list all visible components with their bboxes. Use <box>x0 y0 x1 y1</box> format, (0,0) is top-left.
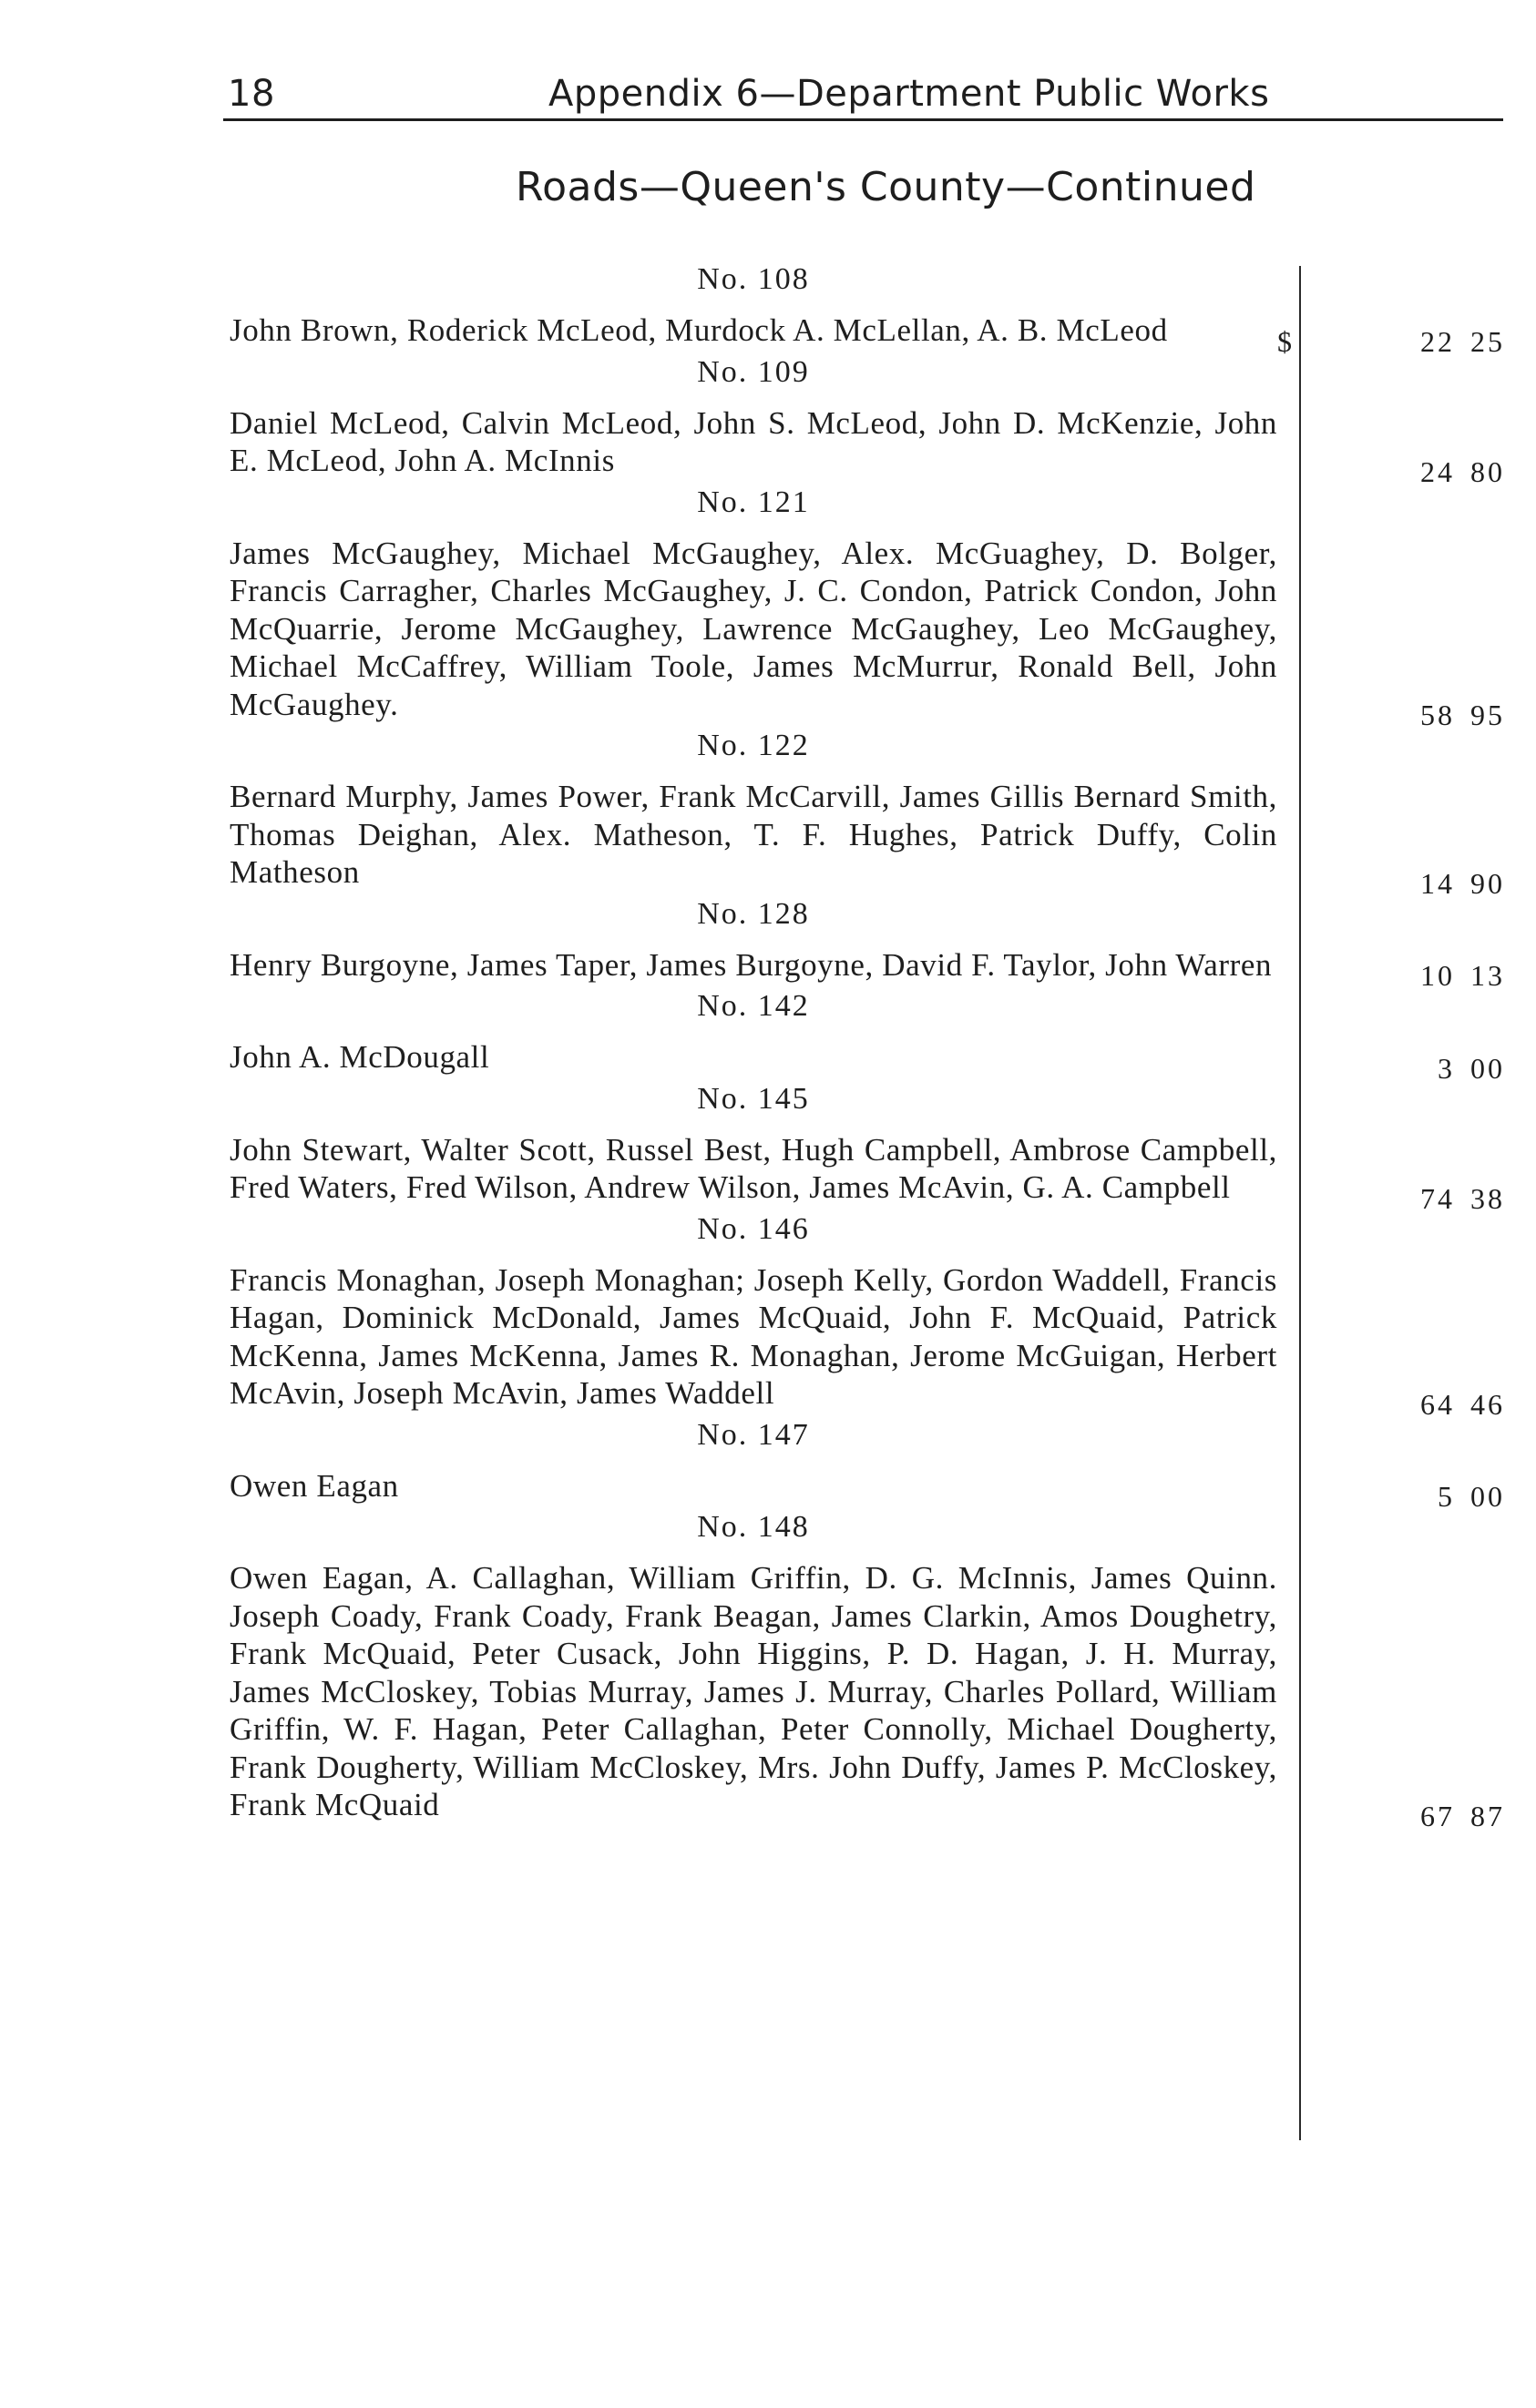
page-header <box>228 66 1503 120</box>
list-item <box>230 484 1505 731</box>
list-item <box>230 1508 1505 1832</box>
names-text: John Stewart, Walter Scott, Russel Best, Hugh Campbell, Ambrose Campbell, Fred Waters, Fred Wilson, Andrew Wilson, James McAvin, G. A. Campbell <box>230 1131 1277 1205</box>
list-item <box>230 895 1505 992</box>
road-number: No. 146 <box>697 1211 810 1246</box>
amount-value: 24 80 <box>1420 454 1505 488</box>
road-number: No. 121 <box>697 485 810 519</box>
amount <box>1341 867 1505 901</box>
header-rule <box>223 118 1503 121</box>
list-item <box>230 1080 1505 1215</box>
road-number: No. 108 <box>697 262 810 296</box>
road-number: No. 148 <box>697 1510 810 1544</box>
names-text: Henry Burgoyne, James Taper, James Burgoyne, David F. Taylor, John Warren <box>230 946 1273 983</box>
amount-value: 14 90 <box>1420 866 1505 900</box>
amount <box>1277 324 1505 359</box>
amount <box>1341 959 1505 993</box>
amount <box>1341 1182 1505 1216</box>
column-divider <box>1299 266 1301 2140</box>
amount-value: 64 46 <box>1420 1387 1505 1421</box>
road-number: No. 147 <box>697 1417 810 1452</box>
amount-value: 22 25 <box>1420 324 1505 358</box>
amount-value: 74 38 <box>1420 1181 1505 1215</box>
amount <box>1341 1052 1505 1086</box>
section-title: Roads—Queen's County—Continued <box>516 164 1256 210</box>
road-number: No. 145 <box>697 1081 810 1116</box>
amount-value: 10 13 <box>1420 959 1505 992</box>
list-item <box>230 727 1505 900</box>
names-text: Owen Eagan <box>230 1467 399 1504</box>
amount-value: 3 00 <box>1438 1051 1505 1085</box>
road-number: No. 128 <box>697 896 810 931</box>
list-item <box>230 260 1505 358</box>
amount <box>1341 1388 1505 1422</box>
amount-value: 5 00 <box>1438 1480 1505 1513</box>
list-item <box>230 1416 1505 1513</box>
road-number: No. 109 <box>697 354 810 389</box>
list-item <box>230 353 1505 488</box>
list-item <box>230 1210 1505 1421</box>
running-head: Appendix 6—Department Public Works <box>548 73 1270 115</box>
names-text: Francis Monaghan, Joseph Monaghan; Joseph Kelly, Gordon Waddell, Francis Hagan, Dominick McDonald, James McQuaid, John F. McQuaid, Patrick McKenna, James McKenna, James R. Monaghan, Jerome McGuigan, Herbert McAvin, Joseph McAvin, James Waddell <box>230 1261 1277 1411</box>
names-text: James McGaughey, Michael McGaughey, Alex. McGuaghey, D. Bolger, Francis Carragher, Charles McGaughey, J. C. Condon, Patrick Condon, John McQuarrie, Jerome McGaughey, Lawrence McGaughey, Leo McGaughey, Michael McCaffrey, William Toole, James McMurrur, Ronald Bell, John McGaughey. <box>230 535 1277 722</box>
list-item <box>230 987 1505 1085</box>
amount <box>1341 1480 1505 1514</box>
road-number: No. 142 <box>697 989 810 1023</box>
amount-value: 67 87 <box>1420 1799 1505 1832</box>
page-number: 18 <box>228 73 275 115</box>
amount-value: 58 95 <box>1420 699 1505 731</box>
names-text: Owen Eagan, A. Callaghan, William Griffin, D. G. McInnis, James Quinn. Joseph Coady, Frank Coady, Frank Beagan, James Clarkin, Amos Doughetry, Frank McQuaid, Peter Cusack, John Higgins, P. D. Hagan, J. H. Murray, James McCloskey, Tobias Murray, James J. Murray, Charles Pollard, William Griffin, W. F. Hagan, Peter Callaghan, Peter Connolly, Michael Dougherty, Frank Dougherty, William McCloskey, Mrs. John Duffy, James P. McCloskey, Frank McQuaid <box>230 1560 1277 1822</box>
names-text: Daniel McLeod, Calvin McLeod, John S. McLeod, John D. McKenzie, John E. McLeod, John A. McInnis <box>230 404 1277 478</box>
names-text: Bernard Murphy, James Power, Frank McCarvill, James Gillis Bernard Smith, Thomas Deighan, Alex. Matheson, T. F. Hughes, Patrick Duffy, Colin Matheson <box>230 779 1277 890</box>
entries-list <box>230 257 1505 1832</box>
amount <box>1341 455 1505 489</box>
amount <box>1341 699 1505 732</box>
road-number: No. 122 <box>697 729 810 762</box>
amount <box>1341 1800 1505 1833</box>
names-text: John A. McDougall <box>230 1039 490 1075</box>
names-text: John Brown, Roderick McLeod, Murdock A. McLellan, A. B. McLeod <box>230 312 1168 348</box>
dollar-sign: $ <box>1277 324 1295 358</box>
